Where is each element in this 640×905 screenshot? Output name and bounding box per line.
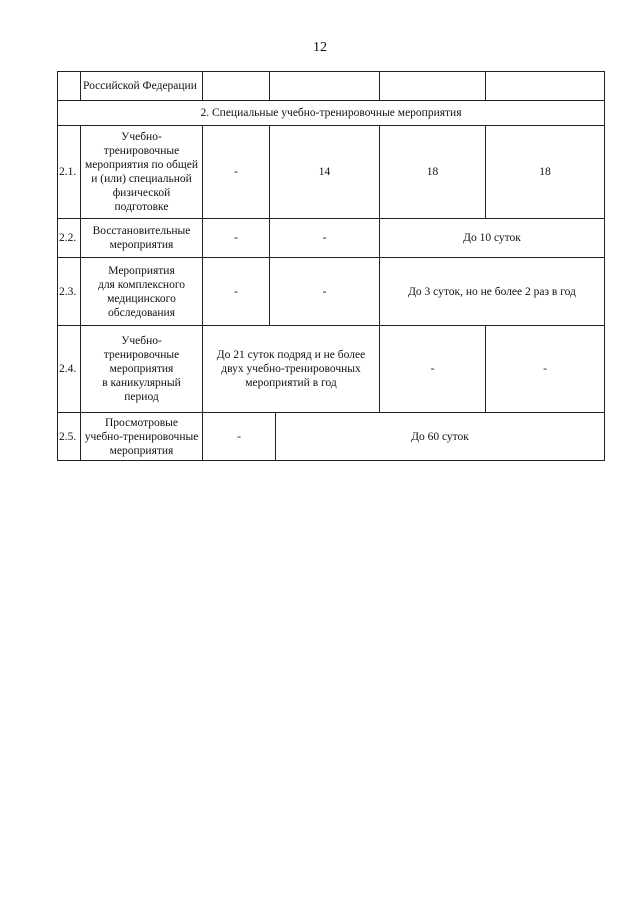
cell-num [57, 71, 80, 100]
cell-value [202, 71, 269, 100]
table-row [57, 326, 605, 413]
row-number: 2.3. [57, 258, 80, 325]
cell-value: - [485, 326, 605, 412]
schedule-table [57, 71, 605, 461]
row-name: Восстановительные мероприятия [80, 219, 202, 257]
section-header-row [57, 101, 605, 126]
cell-value-merged: До 3 суток, но не более 2 раз в год [379, 258, 605, 325]
row-number: 2.5. [57, 413, 80, 460]
cell-value: - [202, 219, 269, 257]
table-row-continuation [57, 71, 605, 101]
table-row [57, 258, 605, 326]
cell-value: - [202, 258, 269, 325]
cell-value: - [202, 413, 275, 460]
table-row [57, 219, 605, 258]
cell-value: - [269, 258, 379, 325]
row-name: Учебно- тренировочные мероприятия по общей и (или) специальной физической подготовке [80, 126, 202, 218]
cell-name: Российской Федерации [80, 71, 202, 100]
table-row [57, 126, 605, 219]
cell-value: - [269, 219, 379, 257]
row-number: 2.2. [57, 219, 80, 257]
cell-value-merged: До 10 суток [379, 219, 605, 257]
row-number: 2.1. [57, 126, 80, 218]
row-name: Просмотровые учебно-тренировочные мероприятия [80, 413, 202, 460]
table-row [57, 413, 605, 461]
row-number: 2.4. [57, 326, 80, 412]
section-title: 2. Специальные учебно-тренировочные мероприятия [57, 101, 605, 125]
page-number: 12 [313, 40, 327, 55]
cell-value: 14 [269, 126, 379, 218]
cell-value-merged: До 21 суток подряд и не более двух учебно-тренировочных мероприятий в год [202, 326, 379, 412]
cell-value: - [379, 326, 485, 412]
cell-value [485, 71, 605, 100]
row-name: Мероприятия для комплексного медицинского обследования [80, 258, 202, 325]
cell-value [379, 71, 485, 100]
cell-value [269, 71, 379, 100]
cell-value: 18 [485, 126, 605, 218]
cell-value: 18 [379, 126, 485, 218]
cell-value: - [202, 126, 269, 218]
cell-value-merged: До 60 суток [275, 413, 605, 460]
row-name: Учебно- тренировочные мероприятия в каникулярный период [80, 326, 202, 412]
